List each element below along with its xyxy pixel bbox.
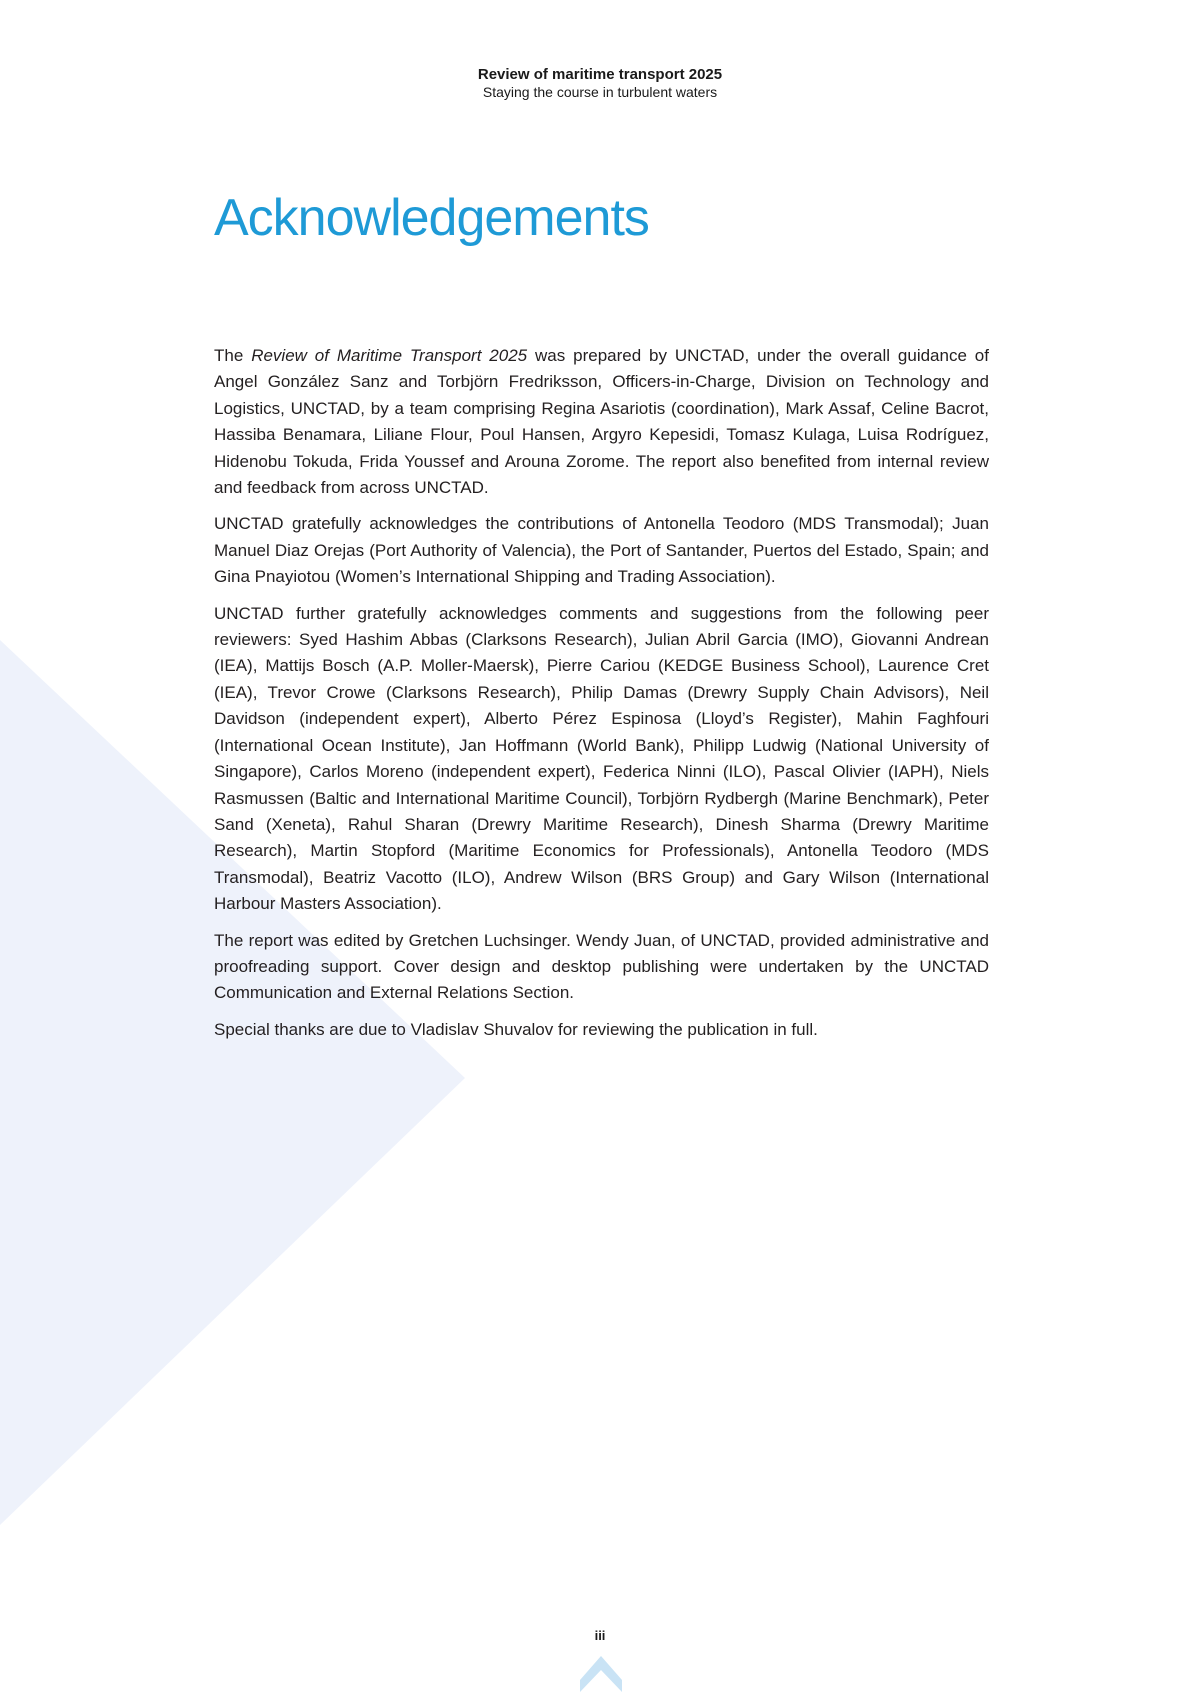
paragraph-prepared-by bbox=[214, 343, 989, 501]
paragraph-peer-reviewers: UNCTAD further gratefully acknowledges comments and suggestions from the following peer reviewers: Syed Hashim Abbas (Clarksons Research), Julian Abril Garcia (IMO), Giovanni Andrean (IEA), Mattijs Bosch (A.P. Moller-Maersk), Pierre Cariou (KEDGE Business School), Laurence Cret (IEA), Trevor Crowe (Clarksons Research), Philip Damas (Drewry Supply Chain Advisors), Neil Davidson (independent expert), Alberto Pérez Espinosa (Lloyd’s Register), Mahin Faghfouri (International Ocean Institute), Jan Hoffmann (World Bank), Philipp Ludwig (National University of Singapore), Carlos Moreno (independent expert), Federica Ninni (ILO), Pascal Olivier (IAPH), Niels Rasmussen (Baltic and International Maritime Council), Torbjörn Rydbergh (Marine Benchmark), Peter Sand (Xeneta), Rahul Sharan (Drewry Maritime Research), Dinesh Sharma (Drewry Maritime Research), Martin Stopford (Maritime Economics for Professionals), Antonella Teodoro (MDS Transmodal), Beatriz Vacotto (ILO), Andrew Wilson (BRS Group) and Gary Wilson (International Harbour Masters Association). bbox=[214, 603, 989, 914]
paragraph-contributions: UNCTAD gratefully acknowledges the contributions of Antonella Teodoro (MDS Transmodal); Juan Manuel Diaz Orejas (Port Authority of Valencia), the Port of Santander, Puertos del Estado, Spain; and Gina Pnayiotou (Women’s International Shipping and Trading Association). bbox=[214, 514, 989, 587]
acknowledgements-body bbox=[214, 343, 989, 1053]
paragraph-editing: The report was edited by Gretchen Luchsinger. Wendy Juan, of UNCTAD, provided administrative and proofreading support. Cover design and desktop publishing were undertaken by the UNCTAD Communication and External Relations Section. bbox=[214, 930, 989, 1003]
chevron-up-icon bbox=[580, 1656, 622, 1692]
page-number: iii bbox=[594, 1628, 606, 1643]
running-header-subtitle: Staying the course in turbulent waters bbox=[482, 84, 718, 100]
running-header-title: Review of maritime transport 2025 bbox=[477, 66, 723, 83]
paragraph-special-thanks: Special thanks are due to Vladislav Shuvalov for reviewing the publication in full. bbox=[214, 1019, 818, 1039]
page-title: Acknowledgements bbox=[214, 189, 649, 247]
report-title-italic: Review of Maritime Transport 2025 bbox=[251, 346, 528, 365]
paragraph-rest: was prepared by UNCTAD, under the overall guidance of Angel González Sanz and Torbjörn Fredriksson, Officers-in-Charge, Division on Technology and Logistics, UNCTAD, by a team comprising Regina Asariotis (coordination), Mark Assaf, Celine Bacrot, Hassiba Benamara, Liliane Flour, Poul Hansen, Argyro Kepesidi, Tomasz Kulaga, Luisa Rodríguez, Hidenobu Tokuda, Frida Youssef and Arouna Zorome. The report also benefited from internal review and feedback from across UNCTAD. bbox=[214, 346, 989, 498]
paragraph-prefix: The bbox=[214, 346, 252, 365]
running-header bbox=[0, 66, 1200, 101]
